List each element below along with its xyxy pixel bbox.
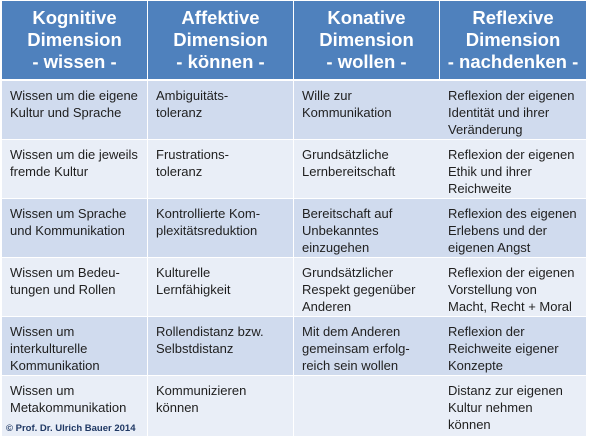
header-subtitle: Dimension [27,29,122,50]
header-title: Konative [327,7,406,28]
header-keyword: - können - [176,51,265,72]
table-cell: Rollendistanz bzw. Selbstdistanz [148,317,294,376]
table-cell: Reflexion der eigenen Vorstellung von Macht, Recht + Moral [440,258,587,317]
table-cell: Wissen um die jeweils fremde Kultur [2,140,148,199]
table-cell: Wille zur Kommunikation [294,81,440,140]
header-subtitle: Dimension [173,29,268,50]
table-cell: Reflexion des eigenen Erlebens und der eigenen Angst [440,199,587,258]
table-cell: Reflexion der Reichweite eigener Konzepte [440,317,587,376]
header-title: Kognitive [32,7,117,28]
header-affektive [148,1,294,79]
header-title: Affektive [181,7,260,28]
header-keyword: - nachdenken - [447,51,579,72]
dimensions-table [2,1,587,437]
table-cell: Frustrations- toleranz [148,140,294,199]
table-cell: Bereitschaft auf Unbekanntes einzugehen [294,199,440,258]
header-subtitle: Dimension [465,29,561,50]
table-cell: Wissen um Sprache und Kommunikation [2,199,148,258]
table-cell: Reflexion der eigenen Identität und ihrer Veränderung [440,81,587,140]
table-cell: Kulturelle Lernfähigkeit [148,258,294,317]
table-cell: Ambiguitäts- toleranz [148,81,294,140]
header-keyword: - wissen - [32,51,117,72]
table-cell: Kommunizieren können [148,376,294,437]
table-cell: Wissen um interkulturelle Kommunikation [2,317,148,376]
table-cell: Grundsätzlicher Respekt gegenüber Anderen [294,258,440,317]
header-kognitive [2,1,148,79]
table-cell: Wissen um Metakommunikation [2,376,148,437]
table-cell: Reflexion der eigenen Ethik und ihrer Reichweite [440,140,587,199]
table-cell [294,376,440,437]
header-reflexive [440,1,587,79]
header-title: Reflexive [472,7,554,28]
header-konative [294,1,440,79]
table-cell: Distanz zur eigenen Kultur nehmen können [440,376,587,437]
table-cell: Wissen um Bedeu- tungen und Rollen [2,258,148,317]
table-cell: Mit dem Anderen gemeinsam erfolg- reich sein wollen [294,317,440,376]
table-cell: Grundsätzliche Lernbereitschaft [294,140,440,199]
header-keyword: - wollen - [326,51,407,72]
table-cell: Kontrollierte Kom- plexitätsreduktion [148,199,294,258]
header-subtitle: Dimension [319,29,414,50]
copyright-credit: © Prof. Dr. Ulrich Bauer 2014 [6,423,136,434]
table-cell: Wissen um die eigene Kultur und Sprache [2,81,148,140]
